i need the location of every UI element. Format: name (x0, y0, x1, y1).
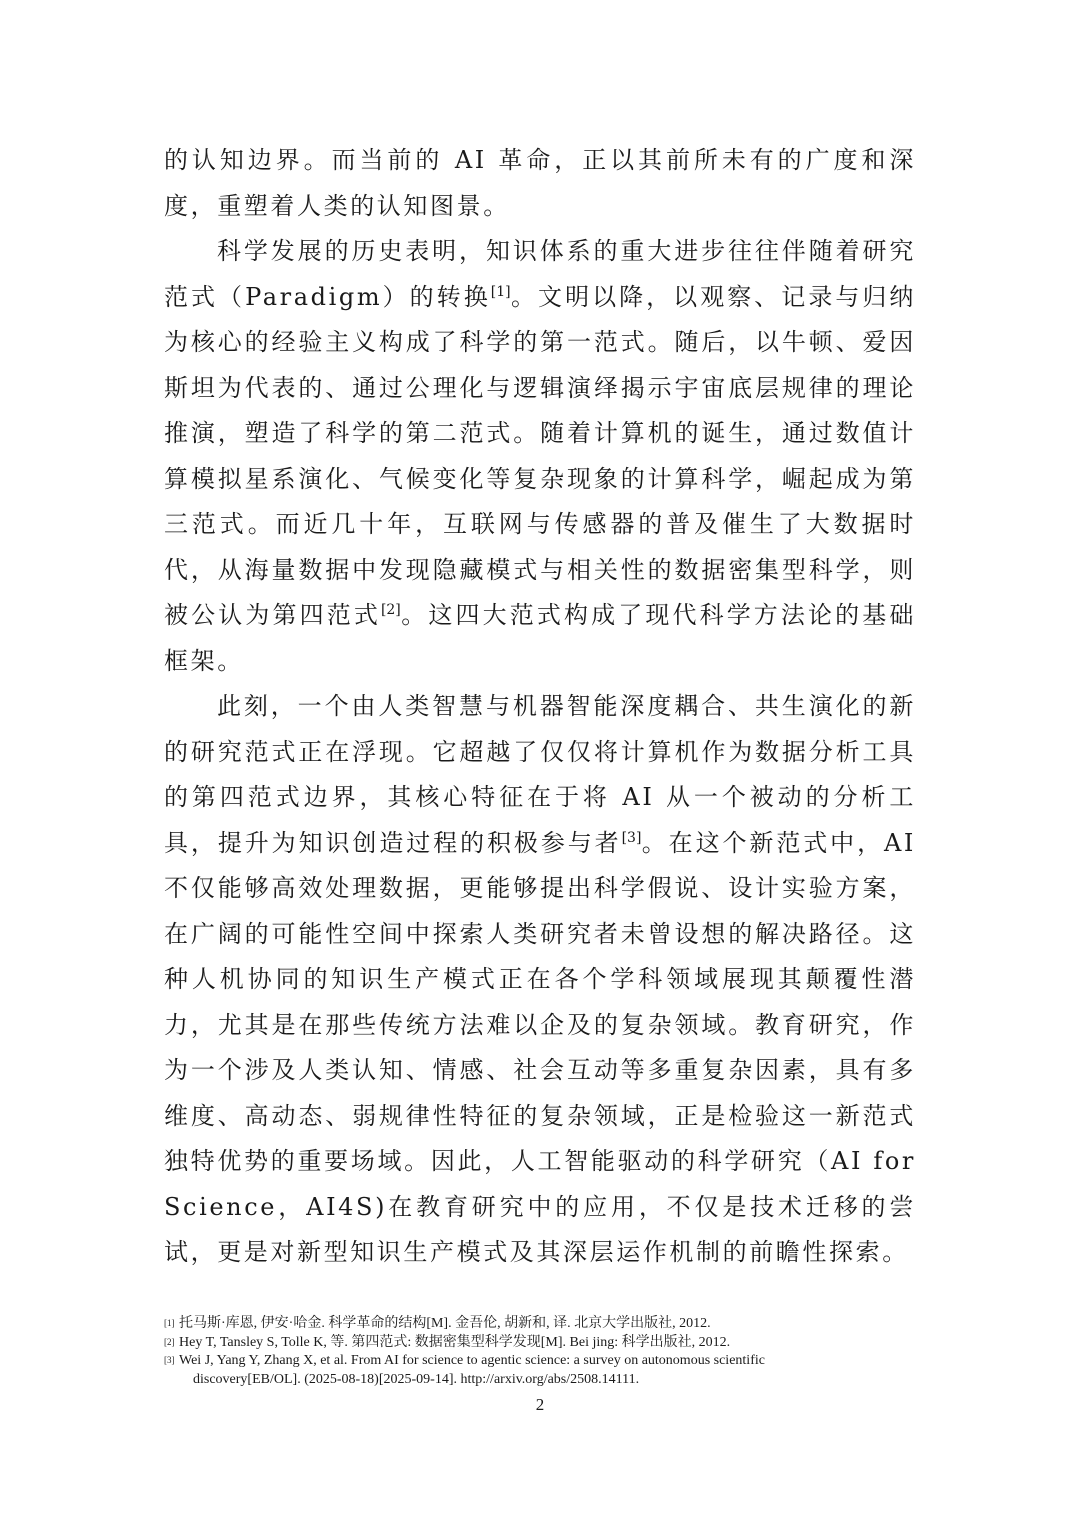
paragraph-text: 。这四大范式构成了现代科学方法论的基础框架。 (164, 601, 916, 675)
paragraph-text: 的认知边界。而当前的 AI 革命，正以其前所未有的广度和深度，重塑着人类的认知图景。 (164, 146, 916, 220)
footnote-text: 托马斯·库恩, 伊安·哈金. 科学革命的结构[M]. 金吾伦, 胡新和, 译. 北京大学出版社, 2012. (179, 1316, 711, 1331)
footnote-1 (164, 1315, 924, 1334)
paragraph-text: 。文明以降，以观察、记录与归纳为核心的经验主义构成了科学的第一范式。随后，以牛顿、爱因斯坦为代表的、通过公理化与逻辑演绎揭示宇宙底层规律的理论推演，塑造了科学的第二范式。随着计算机的诞生，通过数值计算模拟星系演化、气候变化等复杂现象的计算科学，崛起成为第三范式。而近几十年，互联网与传感器的普及催生了大数据时代，从海量数据中发现隐藏模式与相关性的数据密集型科学，则被公认为第四范式 (164, 282, 917, 629)
footnote-text: Hey T, Tansley S, Tolle K, 等. 第四范式: 数据密集型科学发现[M]. Bei jing: 科学出版社, 2012. (179, 1334, 731, 1350)
paragraph-text: 此刻，一个由人类智慧与机器智能深度耦合、共生演化的新的研究范式正在浮现。它超越了仅仅将计算机作为数据分析工具的第四范式边界，其核心特征在于将 AI 从一个被动的分析工具，提升为知识创造过程的积极参与者 (164, 692, 916, 857)
paragraph-continued (164, 138, 916, 229)
footnote-2 (164, 1334, 924, 1353)
footnote-text-continued[interactable]: discovery[EB/OL]. (2025-08-18)[2025-09-14]. http://arxiv.org/abs/2508.14111. (193, 1371, 640, 1387)
citation-ref-2[interactable]: [2] (380, 602, 401, 618)
paragraph-paradigm-history (164, 229, 916, 684)
footnote-mark: [1] (164, 1318, 175, 1328)
body-text (164, 138, 916, 1276)
paragraph-text: 。在这个新范式中，AI 不仅能够高效处理数据，更能够提出科学假说、设计实验方案，在广阔的可能性空间中探索人类研究者未曾设想的解决路径。这种人机协同的知识生产模式正在各个学科领域展现其颠覆性潜力，尤其是在那些传统方法难以企及的复杂领域。教育研究，作为一个涉及人类认知、情感、社会互动等多重复杂因素，具有多维度、高动态、弱规律性特征的复杂领域，正是检验这一新范式独特优势的重要场域。因此，人工智能驱动的科学研究（AI for Science，AI4S)在教育研究中的应用，不仅是技术迁移的尝试，更是对新型知识生产模式及其深层运作机制的前瞻性探索。 (164, 828, 916, 1266)
footnote-text: Wei J, Yang Y, Zhang X, et al. From AI for science to agentic science: a survey on autonomous scientific (179, 1353, 765, 1368)
paragraph-text: 科学发展的历史表明，知识体系的重大进步往往伴随着研究范式（Paradigm）的转换 (164, 237, 916, 311)
page-number: 2 (535, 1395, 545, 1414)
citation-ref-1[interactable]: [1] (490, 283, 511, 300)
footnote-3 (164, 1352, 924, 1389)
footnote-mark: [3] (164, 1355, 175, 1365)
footnotes (164, 1315, 924, 1389)
footnote-mark: [2] (164, 1336, 175, 1347)
paragraph-new-paradigm (164, 684, 916, 1276)
citation-ref-3[interactable]: [3] (621, 829, 642, 846)
